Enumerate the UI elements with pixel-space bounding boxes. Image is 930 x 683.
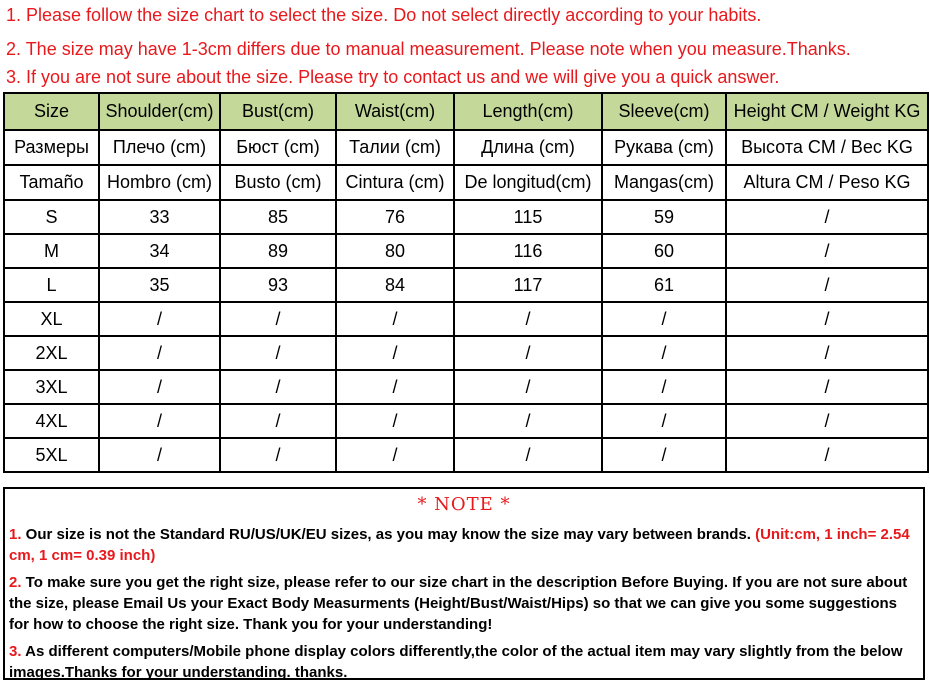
table-cell: /: [99, 404, 220, 438]
table-cell: /: [726, 200, 928, 234]
spanish-header-row: [4, 165, 928, 200]
top-note-1: 1. Please follow the size chart to select the size. Do not select directly according to your habits.: [6, 5, 762, 25]
table-cell: /: [336, 302, 454, 336]
size-label-cell: M: [4, 234, 99, 268]
header-cell: Плечо (cm): [99, 130, 220, 165]
header-cell: Sleeve(cm): [602, 93, 726, 130]
table-cell: /: [220, 438, 336, 472]
header-cell: Размеры: [4, 130, 99, 165]
table-cell: /: [602, 404, 726, 438]
top-note-2: 2. The size may have 1-3cm differs due to manual measurement. Please note when you measure.Thanks.: [6, 39, 851, 59]
header-cell: Cintura (cm): [336, 165, 454, 200]
header-cell: Талии (cm): [336, 130, 454, 165]
table-row: [4, 336, 928, 370]
note-box: [3, 487, 925, 680]
table-row: [4, 438, 928, 472]
table-row: [4, 268, 928, 302]
table-row: [4, 404, 928, 438]
table-cell: /: [99, 370, 220, 404]
table-cell: /: [602, 336, 726, 370]
table-cell: 60: [602, 234, 726, 268]
table-cell: /: [336, 336, 454, 370]
size-label-cell: 5XL: [4, 438, 99, 472]
table-cell: /: [336, 370, 454, 404]
table-row: [4, 200, 928, 234]
note-item-3: [5, 641, 923, 683]
table-cell: /: [454, 336, 602, 370]
table-cell: /: [220, 302, 336, 336]
table-cell: /: [99, 336, 220, 370]
header-cell: Рукава (cm): [602, 130, 726, 165]
header-row: [4, 93, 928, 130]
header-cell: Бюст (cm): [220, 130, 336, 165]
top-notes: [6, 0, 926, 88]
top-note-3: 3. If you are not sure about the size. Please try to contact us and we will give you a quick answer.: [6, 67, 780, 87]
table-cell: /: [602, 302, 726, 336]
table-row: [4, 302, 928, 336]
header-cell: Mangas(cm): [602, 165, 726, 200]
note-item-number: 3.: [9, 643, 22, 660]
size-chart-table: [3, 92, 929, 473]
table-cell: 34: [99, 234, 220, 268]
size-label-cell: 3XL: [4, 370, 99, 404]
note-item-2: [5, 572, 923, 635]
size-label-cell: 2XL: [4, 336, 99, 370]
size-label-cell: L: [4, 268, 99, 302]
table-cell: /: [726, 268, 928, 302]
header-cell: Bust(cm): [220, 93, 336, 130]
table-cell: /: [336, 438, 454, 472]
table-cell: /: [726, 234, 928, 268]
size-label-cell: XL: [4, 302, 99, 336]
note-item-text: As different computers/Mobile phone display colors differently,the color of the actual item may vary slightly from the below images.Thanks for your understanding. thanks.: [9, 643, 903, 681]
table-cell: /: [99, 438, 220, 472]
note-title: * NOTE *: [417, 494, 511, 515]
table-cell: 85: [220, 200, 336, 234]
header-cell: Length(cm): [454, 93, 602, 130]
note-item-number: 2.: [9, 574, 22, 591]
table-cell: 116: [454, 234, 602, 268]
table-cell: /: [602, 438, 726, 472]
header-cell: Busto (cm): [220, 165, 336, 200]
size-label-cell: 4XL: [4, 404, 99, 438]
table-cell: /: [220, 404, 336, 438]
table-row: [4, 370, 928, 404]
header-cell: Size: [4, 93, 99, 130]
note-unit-text: (Unit:cm, 1 inch= 2.54 cm, 1 cm= 0.39 inch): [9, 526, 910, 564]
note-item-number: 1.: [9, 526, 22, 543]
size-label-cell: S: [4, 200, 99, 234]
note-item-text: To make sure you get the right size, please refer to our size chart in the description Before Buying. If you are not sure about the size, please Email Us your Exact Body Measurments (Height/Bust/Waist/Hips) so that we can give you some suggestions for how to choose the right size. Thank you for your understanding!: [9, 574, 908, 633]
table-cell: /: [602, 370, 726, 404]
header-cell: Shoulder(cm): [99, 93, 220, 130]
table-cell: 89: [220, 234, 336, 268]
header-cell: De longitud(cm): [454, 165, 602, 200]
table-cell: /: [454, 438, 602, 472]
table-cell: 61: [602, 268, 726, 302]
table-cell: /: [454, 302, 602, 336]
table-cell: /: [99, 302, 220, 336]
table-cell: /: [454, 404, 602, 438]
table-cell: /: [726, 336, 928, 370]
table-cell: /: [726, 302, 928, 336]
header-cell: Altura CM / Peso KG: [726, 165, 928, 200]
header-cell: Высота CM / Вес KG: [726, 130, 928, 165]
table-cell: 115: [454, 200, 602, 234]
note-item-1: [5, 524, 923, 566]
table-cell: 93: [220, 268, 336, 302]
note-item-text: Our size is not the Standard RU/US/UK/EU sizes, as you may know the size may vary between brands.: [21, 526, 756, 543]
table-cell: 84: [336, 268, 454, 302]
russian-header-row: [4, 130, 928, 165]
table-cell: /: [220, 336, 336, 370]
header-cell: Длина (cm): [454, 130, 602, 165]
table-cell: /: [726, 404, 928, 438]
table-row: [4, 234, 928, 268]
table-cell: 35: [99, 268, 220, 302]
header-cell: Hombro (cm): [99, 165, 220, 200]
table-cell: 59: [602, 200, 726, 234]
table-cell: /: [336, 404, 454, 438]
table-cell: /: [454, 370, 602, 404]
table-cell: /: [220, 370, 336, 404]
table-cell: 33: [99, 200, 220, 234]
table-cell: 80: [336, 234, 454, 268]
header-cell: Waist(cm): [336, 93, 454, 130]
table-cell: /: [726, 438, 928, 472]
table-cell: 117: [454, 268, 602, 302]
table-cell: /: [726, 370, 928, 404]
header-cell: Height CM / Weight KG: [726, 93, 928, 130]
table-cell: 76: [336, 200, 454, 234]
header-cell: Tamaño: [4, 165, 99, 200]
